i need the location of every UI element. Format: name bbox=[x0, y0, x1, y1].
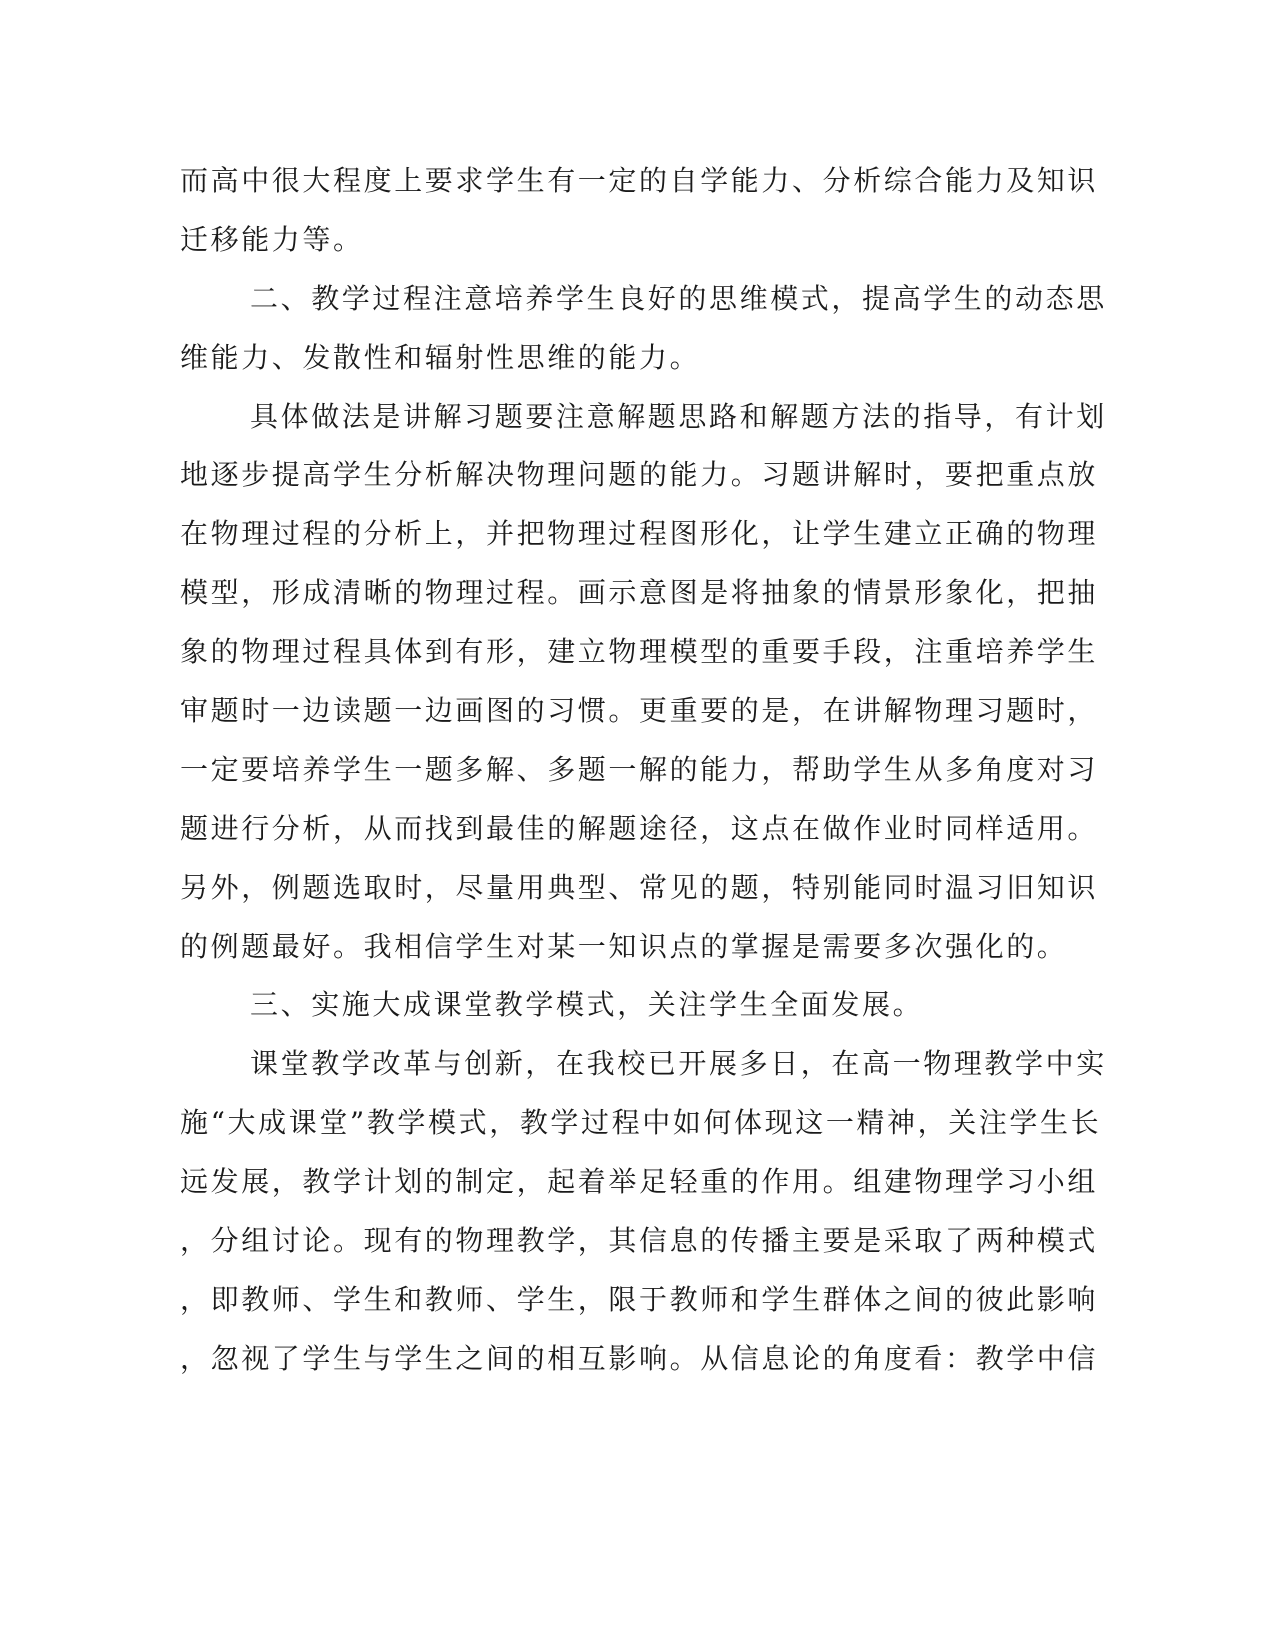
text-line: 而高中很大程度上要求学生有一定的自学能力、分析综合能力及知识 bbox=[180, 164, 1099, 197]
text-line: 模型，形成清晰的物理过程。画示意图是将抽象的情景形象化，把抽 bbox=[180, 576, 1099, 610]
text-line: 维能力、发散性和辐射性思维的能力。 bbox=[180, 340, 701, 374]
section-heading-2: 二、教学过程注意培养学生良好的思维模式，提高学生的动态思 bbox=[250, 281, 1107, 315]
text-line: 地逐步提高学生分析解决物理问题的能力。习题讲解时，要把重点放 bbox=[180, 458, 1099, 492]
text-line: ，忽视了学生与学生之间的相互影响。从信息论的角度看：教学中信 bbox=[180, 1341, 1099, 1375]
text-line: 一定要培养学生一题多解、多题一解的能力，帮助学生从多角度对习 bbox=[180, 752, 1099, 786]
section-heading-3: 三、实施大成课堂教学模式，关注学生全面发展。 bbox=[250, 988, 924, 1022]
text-line: 施“大成课堂”教学模式，教学过程中如何体现这一精神，关注学生长 bbox=[180, 1106, 1102, 1140]
paragraph-start: 具体做法是讲解习题要注意解题思路和解题方法的指导，有计划 bbox=[250, 399, 1107, 433]
text-line: 审题时一边读题一边画图的习惯。更重要的是，在讲解物理习题时， bbox=[180, 694, 1099, 728]
text-line: 的例题最好。我相信学生对某一知识点的掌握是需要多次强化的。 bbox=[180, 929, 1068, 963]
text-line: ，分组讨论。现有的物理教学，其信息的传播主要是采取了两种模式 bbox=[180, 1224, 1099, 1258]
document-body bbox=[180, 152, 1107, 1389]
text-line: 迁移能力等。 bbox=[180, 222, 364, 256]
text-line: 远发展，教学计划的制定，起着举足轻重的作用。组建物理学习小组 bbox=[180, 1165, 1099, 1199]
text-line: 题进行分析，从而找到最佳的解题途径，这点在做作业时同样适用。 bbox=[180, 811, 1099, 845]
text-line: 另外，例题选取时，尽量用典型、常见的题，特别能同时温习旧知识 bbox=[180, 870, 1099, 904]
paragraph-start: 课堂教学改革与创新，在我校已开展多日，在高一物理教学中实 bbox=[250, 1047, 1107, 1081]
text-line: ，即教师、学生和教师、学生，限于教师和学生群体之间的彼此影响 bbox=[180, 1282, 1099, 1316]
text-line: 象的物理过程具体到有形，建立物理模型的重要手段，注重培养学生 bbox=[180, 635, 1099, 669]
text-line: 在物理过程的分析上，并把物理过程图形化，让学生建立正确的物理 bbox=[180, 517, 1099, 551]
